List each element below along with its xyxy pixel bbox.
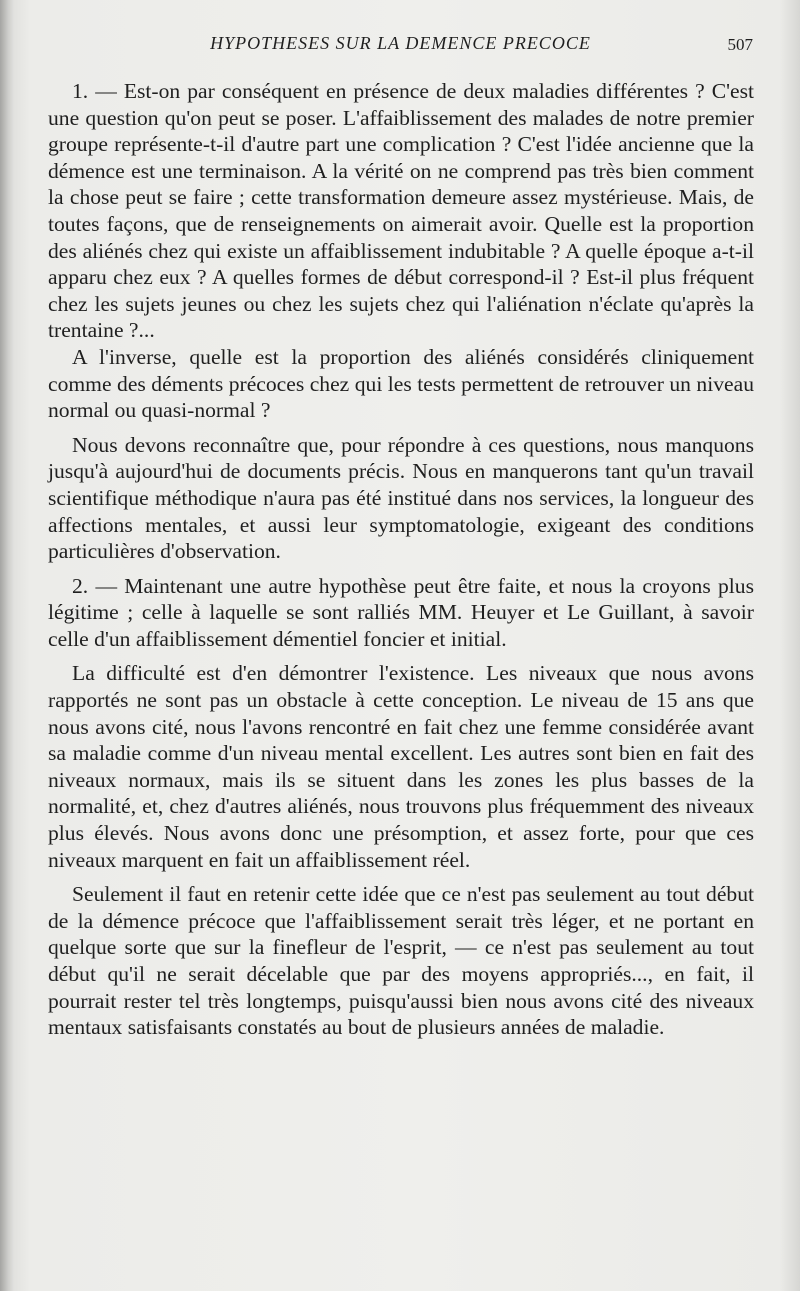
page-number: 507 xyxy=(727,35,753,54)
paragraph-1: 1. — Est-on par conséquent en présence de deux maladies différentes ? C'est une question qu'on peut se poser. L'affaiblissement des malades de notre premier groupe représente-t-il d'autre part une complication ? C'est l'idée ancienne que la démence est une terminaison. A la vérité on ne comprend pas très bien comment la chose peut se faire ; cette transformation demeure assez mystérieuse. Mais, de toutes façons, que de renseignements on aimerait avoir. Quelle est la proportion des aliénés chez qui existe un affaiblissement indubitable ? A quelle époque a-t-il apparu chez eux ? A quelles formes de début correspond-il ? Est-il plus fréquent chez les sujets jeunes ou chez les sujets chez qui l'aliénation n'éclate qu'après la trentaine ?... xyxy=(48,79,754,343)
paragraph-5: La difficulté est d'en démontrer l'existence. Les niveaux que nous avons rapportés ne sont pas un obstacle à cette conception. Le niveau de 15 ans que nous avons cité, nous l'avons rencontré en fait chez une femme considérée avant sa maladie comme d'un niveau mental excellent. Les autres sont bien en fait des niveaux normaux, mais ils se situent dans les zones les plus basses de la normalité, et, chez d'autres aliénés, nous trouvons plus fréquemment des niveaux plus élevés. Nous avons donc une présomption, et assez forte, pour que ces niveaux marquent en fait un affaiblissement réel. xyxy=(48,661,754,872)
paragraph-4: 2. — Maintenant une autre hypothèse peut être faite, et nous la croyons plus légitime ; celle à laquelle se sont ralliés MM. Heuyer et Le Guillant, à savoir celle d'un affaiblissement démentiel foncier et initial. xyxy=(48,573,754,651)
running-head xyxy=(48,30,753,60)
running-title: HYPOTHESES SUR LA DEMENCE PRECOCE xyxy=(210,33,591,53)
paragraph-6: Seulement il faut en retenir cette idée que ce n'est pas seulement au tout début de la démence précoce que l'affaiblissement serait très léger, et ne portant en quelque sorte que sur la finefleur de l'esprit, — ce n'est pas seulement au tout début qu'il ne serait décelable que par des moyens appropriés..., en fait, il pourrait rester tel très longtemps, puisqu'aussi bien nous avons cité des niveaux mentaux satisfaisants constatés au bout de plusieurs années de maladie. xyxy=(48,882,754,1040)
body-text xyxy=(48,78,754,1049)
paragraph-2: A l'inverse, quelle est la proportion des aliénés considérés cliniquement comme des déments précoces chez qui les tests permettent de retrouver un niveau normal ou quasi-normal ? xyxy=(48,344,754,423)
paragraph-3: Nous devons reconnaître que, pour répondre à ces questions, nous manquons jusqu'à aujourd'hui de documents précis. Nous en manquerons tant qu'un travail scientifique méthodique n'aura pas été institué dans nos services, la longueur des affections mentales, et aussi leur symptomatologie, exigeant des conditions particulières d'observation. xyxy=(48,432,754,564)
gutter-shadow xyxy=(0,0,14,1291)
